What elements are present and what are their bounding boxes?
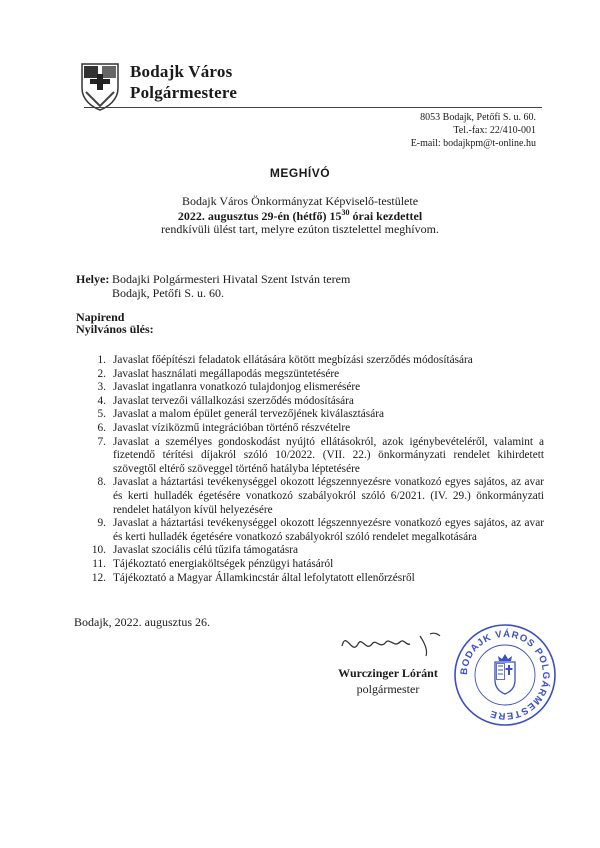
agenda-item-text: Javaslat főépítészi feladatok ellátására kötött megbízási szerződés módosítására [113,354,473,366]
agenda-item [84,436,544,477]
agenda-item-number: 11. [92,557,106,570]
agenda-item-text: Javaslat a háztartási tevékenységgel okozott légszennyezésre vonatkozó egyes sajátos, az avar és kerti hulladék égetésére vonatkozó szabályokról szóló 6/2021. (IV. 29.) önkormányzati rendelet hatályon kívül helyezésére [113,476,544,516]
intro-line3: rendkívüli ülést tart, melyre ezúton tisztelettel meghívom. [161,222,439,236]
agenda-item-text: Javaslat a háztartási tevékenységgel okozott légszennyezésre vonatkozó egyes sajátos, az avar és kerti hulladék égetésére vonatkozó szabályokról szóló rendelet megalkotására [113,517,544,543]
meeting-date-tail: órai kezdettel [349,209,423,223]
svg-text:BODAJK VÁROS POLGÁRMESTERE [459,628,552,721]
agenda-item [84,368,544,382]
agenda-item [84,422,544,436]
agenda-item-number: 2. [97,367,106,380]
agenda-item-text: Javaslat ingatlanra vonatkozó tulajdonjog elismerésére [113,381,361,394]
agenda-item-text: Tájékoztató a Magyar Államkincstár által lefolytatott ellenőrzésről [113,571,415,584]
agenda-item [84,544,544,558]
email-text: E-mail: bodajkpm@t-online.hu [410,138,536,149]
address-text: 8053 Bodajk, Petőfi S. u. 60. [420,112,536,123]
agenda-item [84,476,544,517]
agenda-item-number: 12. [91,571,106,584]
agenda-item [84,517,544,544]
place-label: Helye: [76,272,110,286]
agenda-item-number: 3. [97,381,106,394]
agenda-item-text: Javaslat a malom épület generál tervezőjének kiválasztására [113,408,384,421]
signer-role: polgármester [356,682,420,696]
agenda-subheading: Nyilvános ülés: [76,322,154,336]
agenda-item [84,381,544,395]
stamp-text: BODAJK VÁROS POLGÁRMESTERE [458,628,552,722]
agenda-item-text: Javaslat tervezői vállalkozási szerződés módosítására [113,394,354,407]
meeting-time-minutes: 30 [341,208,350,217]
header-divider [84,107,542,108]
agenda-item [84,558,544,572]
signer-name: Wurczinger Lóránt [338,666,438,680]
agenda-item-text: Javaslat szociális célú tűzifa támogatásra [113,544,299,557]
agenda-item-number: 8. [97,476,106,489]
place-line2: Bodajk, Petőfi S. u. 60. [112,286,225,300]
place-line1: Bodajki Polgármesteri Hivatal Szent István terem [112,272,351,286]
agenda-heading: Napirend [76,310,125,324]
agenda-item [84,395,544,409]
handwritten-signature [336,626,446,662]
agenda-item-text: Javaslat használati megállapodás megszüntetésére [113,367,340,380]
agenda-item-text: Javaslat a személyes gondoskodást nyújtó ellátásokról, azok igénybevételéről, valamint a fizetendő térítési díjakról szóló 10/2022. (VII. 22.) önkormányzati rendelet kihirdetett szövegtől eltérő szöveggel történő hatályba léptetésére [113,435,544,475]
phone-text: Tel.-fax: 22/410-001 [453,125,536,136]
agenda-item [84,408,544,422]
org-name-line2: Polgármestere [130,83,238,102]
agenda-list [84,354,544,585]
agenda-item-number: 5. [97,408,106,421]
meeting-date-main: 2022. augusztus 29-én (hétfő) 15 [177,209,342,223]
agenda-item [84,354,544,368]
date-place: Bodajk, 2022. augusztus 26. [74,615,210,629]
org-name-line1: Bodajk Város [130,62,233,81]
agenda-item-number: 6. [97,421,106,434]
intro-line1: Bodajk Város Önkormányzat Képviselő-testülete [181,194,419,208]
agenda-item [84,572,544,586]
agenda-item-number: 10. [91,544,106,557]
agenda-item-number: 7. [97,435,106,448]
agenda-item-text: Tájékoztató energiaköltségek pénzügyi hatásáról [113,557,334,570]
document-title: MEGHÍVÓ [269,166,331,180]
agenda-item-text: Javaslat víziközmű integrációban történő részvételre [113,421,351,434]
agenda-item-number: 4. [97,394,106,407]
stamp-crest [495,654,515,694]
agenda-item-number: 1. [97,354,106,366]
agenda-item-number: 9. [97,517,106,530]
coat-of-arms-icon [80,62,120,112]
round-official-stamp [452,622,558,728]
